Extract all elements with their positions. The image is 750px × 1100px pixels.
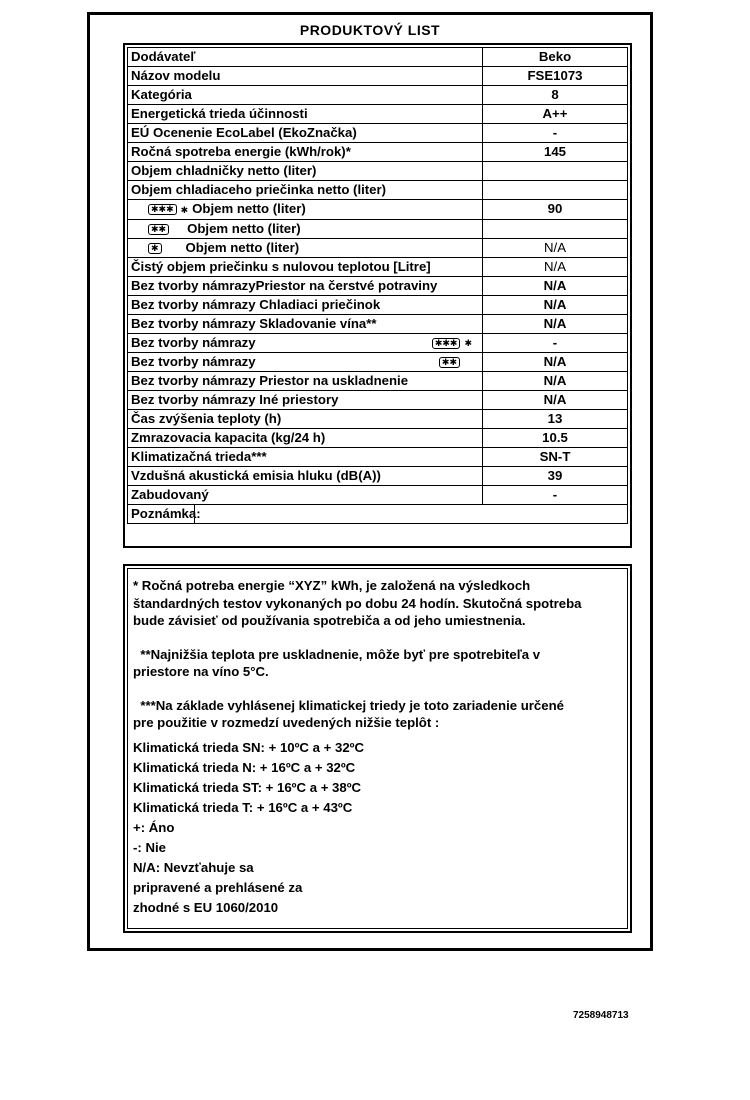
spec-row: [128, 105, 628, 124]
spec-row: [128, 466, 628, 485]
note-cell: [128, 504, 628, 523]
spec-label-cell: [128, 409, 483, 428]
spec-value: N/A: [483, 295, 628, 314]
spec-label: Objem chladiaceho priečinka netto (liter): [131, 182, 387, 197]
spec-row: [128, 485, 628, 504]
spec-row: [128, 181, 628, 200]
spec-label-cell: [128, 257, 483, 276]
freezer-star-icon: ✱✱: [439, 357, 460, 368]
spec-row: [128, 86, 628, 105]
spec-label-cell: [128, 352, 483, 371]
spec-row: [128, 238, 628, 257]
spec-label-cell: [128, 48, 483, 67]
spec-label: Čistý objem priečinku s nulovou teplotou [Litre]: [131, 258, 431, 274]
spec-label-cell: [128, 143, 483, 162]
spec-label-cell: [128, 238, 483, 257]
spec-label: Objem chladničky netto (liter): [131, 163, 317, 178]
spec-label: Čas zvýšenia teploty (h): [131, 410, 282, 426]
spec-table: [127, 47, 628, 524]
spec-label-cell: [128, 162, 483, 181]
spec-value: 13: [483, 409, 628, 428]
spec-label: Ročná spotreba energie (kWh/rok)*: [131, 144, 351, 159]
note-line: pre použitie v rozmedzí uvedených nižšie teplôt :: [133, 715, 440, 730]
freezer-star-icon: ✱: [148, 243, 162, 254]
spec-label: Bez tvorby námrazy Priestor na uskladnenie: [131, 372, 409, 388]
spec-label-cell: [128, 447, 483, 466]
legend-line: zhodné s EU 1060/2010: [133, 899, 279, 915]
spec-label: Zabudovaný: [131, 486, 209, 502]
extra-star-icon: ✱: [464, 338, 472, 349]
spec-label: Bez tvorby námrazy: [131, 353, 256, 369]
notes-content: [127, 568, 628, 929]
spec-row: [128, 390, 628, 409]
spec-row: [128, 314, 628, 333]
spec-label: Bez tvorby námrazy Chladiaci priečinok: [131, 296, 381, 312]
spec-label: Objem netto (liter): [192, 201, 306, 216]
spec-value: N/A: [483, 371, 628, 390]
spec-row: [128, 276, 628, 295]
freezer-star-icon: ✱✱✱: [432, 338, 461, 349]
spec-row: [128, 447, 628, 466]
spec-label-cell: [128, 105, 483, 124]
spec-value: -: [483, 124, 628, 143]
spec-label-cell: [128, 276, 483, 295]
note-line: ***Na základe vyhlásenej klimatickej triedy je toto zariadenie určené: [133, 697, 564, 713]
spec-value: [483, 162, 628, 181]
spec-row: [128, 162, 628, 181]
spec-label-cell: [128, 295, 483, 314]
spec-value: A++: [483, 105, 628, 124]
climate-class-line: Klimatická trieda ST: + 16ºC a + 38ºC: [133, 779, 362, 795]
spec-label-cell: [128, 67, 483, 86]
spec-value: 145: [483, 143, 628, 162]
spec-value: N/A: [483, 238, 628, 257]
spec-value: 39: [483, 466, 628, 485]
note-line: **Najnižšia teplota pre uskladnenie, môže byť pre spotrebiteľa v: [133, 646, 541, 662]
spec-label: Zmrazovacia kapacita (kg/24 h): [131, 429, 326, 445]
spec-row: [128, 219, 628, 238]
spec-label-cell: [128, 124, 483, 143]
spec-label: Vzdušná akustická emisia hluku (dB(A)): [131, 467, 381, 483]
notes-frame: [123, 564, 632, 933]
spec-value: -: [483, 333, 628, 352]
note-line: priestore na víno 5°C.: [133, 664, 269, 679]
note-line: štandardných testov vykonaných po dobu 24 hodín. Skutočná spotreba: [133, 595, 582, 611]
spec-label: Bez tvorby námrazyPriestor na čerstvé potraviny: [131, 277, 438, 293]
note-line: bude závisieť od používania spotrebiča a od jeho umiestnenia.: [133, 613, 526, 628]
spec-row: [128, 48, 628, 67]
spec-row: [128, 428, 628, 447]
spec-label-cell: [128, 333, 483, 352]
spec-value: -: [483, 485, 628, 504]
spec-label: Bez tvorby námrazy: [131, 334, 256, 350]
note-line: * Ročná potreba energie “XYZ” kWh, je založená na výsledkoch: [133, 578, 531, 593]
spec-label: Klimatizačná trieda***: [131, 448, 267, 464]
spec-row: [128, 371, 628, 390]
extra-star-icon: ✱: [180, 204, 189, 215]
note-row: [128, 504, 628, 523]
spec-label: Bez tvorby námrazy Iné priestory: [131, 391, 339, 407]
legend-line: +: Áno: [133, 819, 175, 835]
climate-class-line: Klimatická trieda T: + 16ºC a + 43ºC: [133, 799, 353, 815]
climate-class-line: Klimatická trieda N: + 16ºC a + 32ºC: [133, 759, 356, 775]
spec-value: N/A: [483, 276, 628, 295]
spec-value: 8: [483, 86, 628, 105]
spec-value: SN-T: [483, 447, 628, 466]
spec-table-frame: [123, 43, 632, 548]
spec-value: FSE1073: [483, 67, 628, 86]
spec-value: N/A: [483, 352, 628, 371]
spec-value: N/A: [483, 257, 628, 276]
legend-line: pripravené a prehlásené za: [133, 879, 303, 895]
spec-label-cell: [128, 371, 483, 390]
spec-value: 10.5: [483, 428, 628, 447]
spec-label: Objem netto (liter): [185, 239, 300, 255]
spec-row: [128, 257, 628, 276]
spec-label: EÚ Ocenenie EcoLabel (EkoZnačka): [131, 125, 357, 140]
spec-row: [128, 124, 628, 143]
legend-line: -: Nie: [133, 839, 166, 855]
spec-label-cell: [128, 314, 483, 333]
spec-row: [128, 333, 628, 352]
note-label: Poznámka:: [131, 505, 201, 521]
spec-label-cell: [128, 219, 483, 238]
spec-row: [128, 143, 628, 162]
document-code: 7258948713: [573, 1010, 629, 1021]
spec-label-cell: [128, 181, 483, 200]
spec-label-cell: [128, 485, 483, 504]
product-sheet: [87, 12, 653, 951]
spec-value: [483, 181, 628, 200]
spec-label-cell: [128, 86, 483, 105]
spec-label: Energetická trieda účinnosti: [131, 106, 308, 121]
spec-row: [128, 295, 628, 314]
legend-line: N/A: Nevzťahuje sa: [133, 859, 254, 875]
spec-label-cell: [128, 390, 483, 409]
spec-label: Objem netto (liter): [187, 220, 301, 236]
spec-label: Kategória: [131, 87, 192, 102]
spec-value: N/A: [483, 390, 628, 409]
spec-label-cell: [128, 466, 483, 485]
freezer-star-icon: ✱✱: [148, 224, 169, 235]
spec-row: [128, 352, 628, 371]
spec-value: N/A: [483, 314, 628, 333]
spec-value: 90: [483, 200, 628, 220]
spec-row: [128, 200, 628, 220]
freezer-star-icon: ✱✱✱: [148, 204, 177, 215]
spec-row: [128, 67, 628, 86]
spec-value: [483, 219, 628, 238]
climate-class-line: Klimatická trieda SN: + 10ºC a + 32ºC: [133, 739, 364, 755]
spec-label-cell: [128, 200, 483, 220]
spec-label: Názov modelu: [131, 68, 221, 83]
spec-row: [128, 409, 628, 428]
sheet-title: PRODUKTOVÝ LIST: [299, 22, 441, 38]
spec-label: Bez tvorby námrazy Skladovanie vína**: [131, 315, 377, 331]
spec-value: Beko: [483, 48, 628, 67]
spec-label: Dodávateľ: [131, 49, 196, 64]
spec-label-cell: [128, 428, 483, 447]
